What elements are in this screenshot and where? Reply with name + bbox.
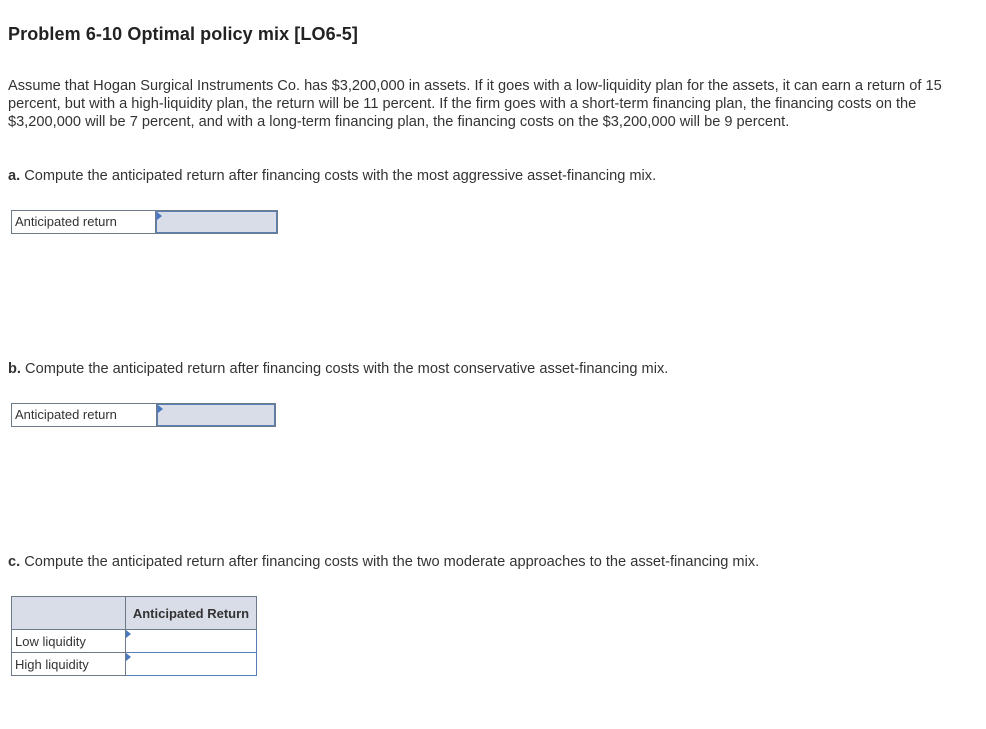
input-flag-icon xyxy=(158,405,163,413)
input-flag-icon xyxy=(157,212,162,220)
answer-table-c xyxy=(11,596,257,676)
high-liquidity-input[interactable] xyxy=(126,653,257,676)
answer-a-label: Anticipated return xyxy=(12,211,156,233)
input-flag-icon xyxy=(126,630,131,638)
problem-intro: Assume that Hogan Surgical Instruments Co. has $3,200,000 in assets. If it goes with a low-liquidity plan for the assets, it can earn a return of 15 percent, but with a high-liquidity plan, the return will be 11 percent. If the firm goes with a short-term financing plan, the financing costs on the $3,200,000 will be 7 percent, and with a long-term financing plan, the financing costs on the $3,200,000 will be 9 percent. xyxy=(8,78,942,130)
question-c xyxy=(8,553,759,571)
question-a-letter: a. xyxy=(8,168,21,184)
question-c-text: Compute the anticipated return after financing costs with the two moderate approaches to the asset-financing mix. xyxy=(24,554,760,570)
question-b-letter: b. xyxy=(8,361,21,377)
input-flag-icon xyxy=(126,653,131,661)
table-header-row xyxy=(12,597,257,630)
column-header-anticipated-return: Anticipated Return xyxy=(126,597,257,630)
table-corner-cell xyxy=(12,597,126,630)
question-b xyxy=(8,360,668,378)
answer-a-input[interactable] xyxy=(156,211,277,233)
row-label-high-liquidity: High liquidity xyxy=(12,653,126,676)
table-row-low-liquidity xyxy=(12,630,257,653)
low-liquidity-input[interactable] xyxy=(126,630,257,653)
answer-row-a xyxy=(11,210,278,234)
row-label-low-liquidity: Low liquidity xyxy=(12,630,126,653)
question-a-text: Compute the anticipated return after financing costs with the most aggressive asset-financing mix. xyxy=(24,168,657,184)
table-row-high-liquidity xyxy=(12,653,257,676)
question-c-letter: c. xyxy=(8,554,21,570)
answer-row-b xyxy=(11,403,276,427)
answer-b-label: Anticipated return xyxy=(12,404,157,426)
problem-title: Problem 6-10 Optimal policy mix [LO6-5] xyxy=(8,24,358,44)
question-b-text: Compute the anticipated return after financing costs with the most conservative asset-financing mix. xyxy=(25,361,669,377)
answer-b-input[interactable] xyxy=(157,404,275,426)
question-a xyxy=(8,167,656,185)
